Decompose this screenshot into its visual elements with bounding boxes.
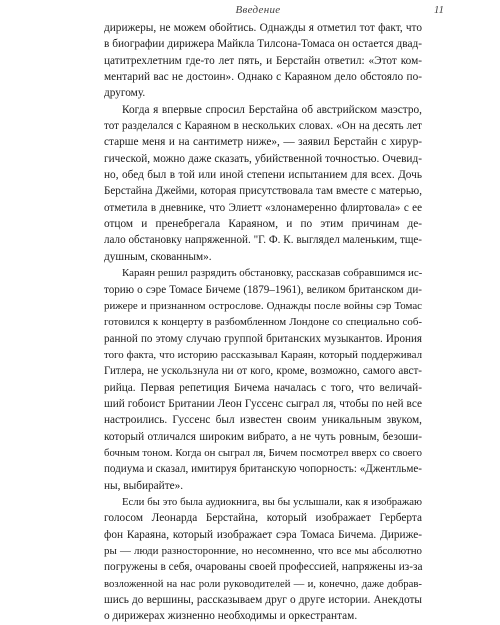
text-line: дирижеры, не можем обойтись. Однажды я отметил тот факт, что <box>104 22 422 34</box>
text-line: рижере и признанном острослове. Однажды после войны сэр Томас <box>104 299 422 312</box>
text-line: гической, можно даже сказать, убийственной точностью. Очевид- <box>104 152 422 165</box>
text-line: отцом и пренебрегала Караяном, и по этим причинам де- <box>104 218 422 231</box>
text-line: но, обед был в той или иной степени испытанием для всех. Дочь <box>104 169 422 182</box>
text-line: тот разделался с Караяном в нескольких словах. «Он на десять лет <box>104 120 422 133</box>
text-line: ры — люди разносторонние, но несомненно, что все мы абсолютно <box>104 545 422 557</box>
text-line: возложенной на нас роли руководителей — и, конечно, даже добрав- <box>104 577 422 590</box>
text-line: того факта, что историю рассказывал Караян, который поддерживал <box>104 348 422 361</box>
text-line: погружены в себя, очарованы своей профессией, напряжены из-за <box>104 561 423 574</box>
text-line: душным, скованным». <box>104 250 212 263</box>
text-line: ший гобоист Британии Леон Гуссенс сыграл ля, чтобы по ней все <box>104 397 422 410</box>
chapter-title: Введение <box>235 4 281 16</box>
text-line: ранной по этому случаю группой британских музыкантов. Ирония <box>104 332 422 345</box>
text-line: шись до вершины, рассказываем друг о друге истории. Анекдоты <box>104 594 422 607</box>
text-line: в биографии дирижера Майкла Тилсона-Томаса он остается двад- <box>104 38 422 51</box>
text-line: рийца. Первая репетиция Бичема началась с того, что величай- <box>104 381 422 394</box>
text-line: ны, выбирайте». <box>104 479 184 492</box>
text-line: голосом Леонарда Берстайна, который изображает Герберта <box>104 512 422 525</box>
text-line: Если бы это была аудиокнига, вы бы услышали, как я изображаю <box>122 495 422 508</box>
page-number: 11 <box>433 4 444 16</box>
text-line: Когда я впервые спросил Берстайна об австрийском маэстро, <box>122 103 422 116</box>
text-line: цатитрехлетним где-то лет пять, и Берстайн ответил: «Этот ком- <box>104 54 422 67</box>
running-head <box>72 3 444 17</box>
text-line: готовился к концерту в разбомбленном Лондоне со специально соб- <box>104 316 422 329</box>
text-line: отметила в дневнике, что Элиетт «злонамеренно флиртовала» с ее <box>104 201 422 214</box>
text-line: другому. <box>104 87 146 100</box>
text-line: Берстайна Джейми, которая присутствовала там вместе с матерью, <box>104 185 422 198</box>
text-line: старше меня и на сантиметр ниже», — заявил Берстайн с хирур- <box>104 136 422 149</box>
text-line: лало обстановку напряженной. "Г. Ф. К. выглядел маленьким, тще- <box>104 234 422 247</box>
text-line: подиума и сказал, имитируя британскую чопорность: «Джентльме- <box>104 463 422 476</box>
text-line: настроились. Гуссенс был известен своим уникальным звуком, <box>104 414 422 427</box>
text-line: который отличался широким вибрато, а не чуть ровным, безоши- <box>104 430 422 443</box>
text-line: торию о сэре Томасе Бичеме (1879–1961), великом британском ди- <box>104 283 422 296</box>
body-text <box>104 20 422 625</box>
text-line: ментарий вас не достоин». Однако с Караяном дело обстояло по- <box>104 71 422 84</box>
text-line: бочным тоном. Когда он сыграл ля, Бичем посмотрел вверх со своего <box>104 446 422 459</box>
text-line: о дирижерах жизненно необходимы и оркестрантам. <box>104 610 358 623</box>
text-line: фон Караяна, который изображает сэра Томаса Бичема. Дириже- <box>104 528 422 541</box>
text-line: Гитлера, не ускользнула ни от кого, кроме, возможно, самого авст- <box>104 365 422 378</box>
text-line: Караян решил разрядить обстановку, рассказав собравшимся ис- <box>122 267 423 280</box>
